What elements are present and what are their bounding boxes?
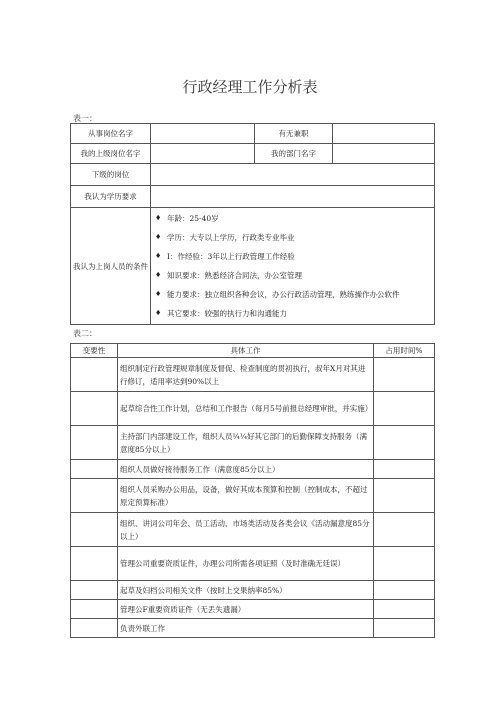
table-row: [71, 124, 435, 144]
work-item: 起草综合性工作计划，总结和工作报告（每月5号前报总经理审批，并实施）: [118, 392, 374, 426]
list-item: ♦ I：作经验：3年以上行政管理工作经验: [153, 247, 432, 266]
work-item: 管理公F重要资质证件（无丢失遗漏）: [118, 600, 374, 619]
requirements-cell: [151, 208, 435, 325]
list-item: ♦ 能力要求：独立组织各种会议，办公行政活动管理，熟练操作办公软件: [153, 285, 432, 304]
bullet-icon: ♦: [155, 252, 162, 260]
superior-position-value: [151, 144, 255, 164]
concurrent-value: [333, 124, 435, 144]
subordinate-label: 下级的岗位: [71, 164, 151, 186]
table-row: [71, 619, 435, 638]
page-title: 行政经理工作分析表: [182, 78, 318, 96]
list-item: ♦ 知识要求：熟悉经济合同法，办公室管理: [153, 266, 432, 285]
table-header-row: [71, 344, 435, 358]
table-row: [71, 547, 435, 581]
concurrent-label: 有无兼职: [255, 124, 333, 144]
header-importance: 变要性: [71, 344, 118, 358]
list-item: ♦ 其它要求：较强的执行力和沟通能力: [153, 304, 432, 323]
superior-position-label: 我的上级岗位名字: [71, 144, 151, 164]
bullet-icon: ♦: [155, 214, 162, 222]
position-name-value: [151, 124, 255, 144]
qualification-label: 我认为上岗人员的条件: [71, 208, 151, 325]
work-item: 组织制定行政管理规章制度及督促、检查制度的贯初执行，叔年X月对其进行修订，适用率达到90%以上: [118, 358, 374, 392]
work-item: 组织人员做好接待服务工作（满意度85分以上）: [118, 460, 374, 479]
work-item: 管理公司重要资质证件，办理公司所需各项证照（及时准确无廷误）: [118, 547, 374, 581]
table-row: [71, 460, 435, 479]
education-label: 我认为学历要求: [71, 186, 151, 208]
bullet-icon: ♦: [155, 290, 162, 298]
table-job-info: [70, 123, 435, 325]
table-row: [71, 479, 435, 513]
bullet-icon: ♦: [155, 271, 162, 279]
table-row: [71, 426, 435, 460]
table1-label: 表一：: [73, 114, 97, 123]
header-work: 具体工作: [118, 344, 374, 358]
bullet-icon: ♦: [155, 233, 162, 241]
work-item: 主持部门内部建设工作，组织人员¼¼好其它部门的后勤保障支持服务（满意度85分以上）: [118, 426, 374, 460]
department-label: 我的部门名字: [255, 144, 333, 164]
list-item: ♦ 年龄：25-40岁: [153, 209, 432, 228]
table-row: [71, 600, 435, 619]
table-row: [71, 186, 435, 208]
position-name-label: 从事岗位名字: [71, 124, 151, 144]
table-row: [71, 392, 435, 426]
department-value: [333, 144, 435, 164]
requirements-list: [153, 209, 432, 323]
table-row: [71, 513, 435, 547]
work-item: 组织人员采购办公用品，设备，做好其成本预算和控制（控制成本，不超过原定预算标准）: [118, 479, 374, 513]
header-time: 占用时间%: [374, 344, 435, 358]
work-item: 起草及妇档公司相关文件（按时上交果纳率85%）: [118, 581, 374, 600]
table-row: [71, 358, 435, 392]
table-row: [71, 164, 435, 186]
work-item: 负责外联工作: [118, 619, 374, 638]
table-row: [71, 581, 435, 600]
table-job-duties: [70, 343, 435, 638]
education-value: [151, 186, 435, 208]
subordinate-value: [151, 164, 435, 186]
list-item: ♦ 学历：大专以上学历，行政类专业毕业: [153, 228, 432, 247]
work-item: 组织、讲词公司年会、员工活动、市场类活动及各类会议《活动漏意度85分以上）: [118, 513, 374, 547]
bullet-icon: ♦: [155, 309, 162, 317]
table-row: [71, 208, 435, 325]
table2-label: 表二：: [73, 329, 97, 338]
table-row: [71, 144, 435, 164]
